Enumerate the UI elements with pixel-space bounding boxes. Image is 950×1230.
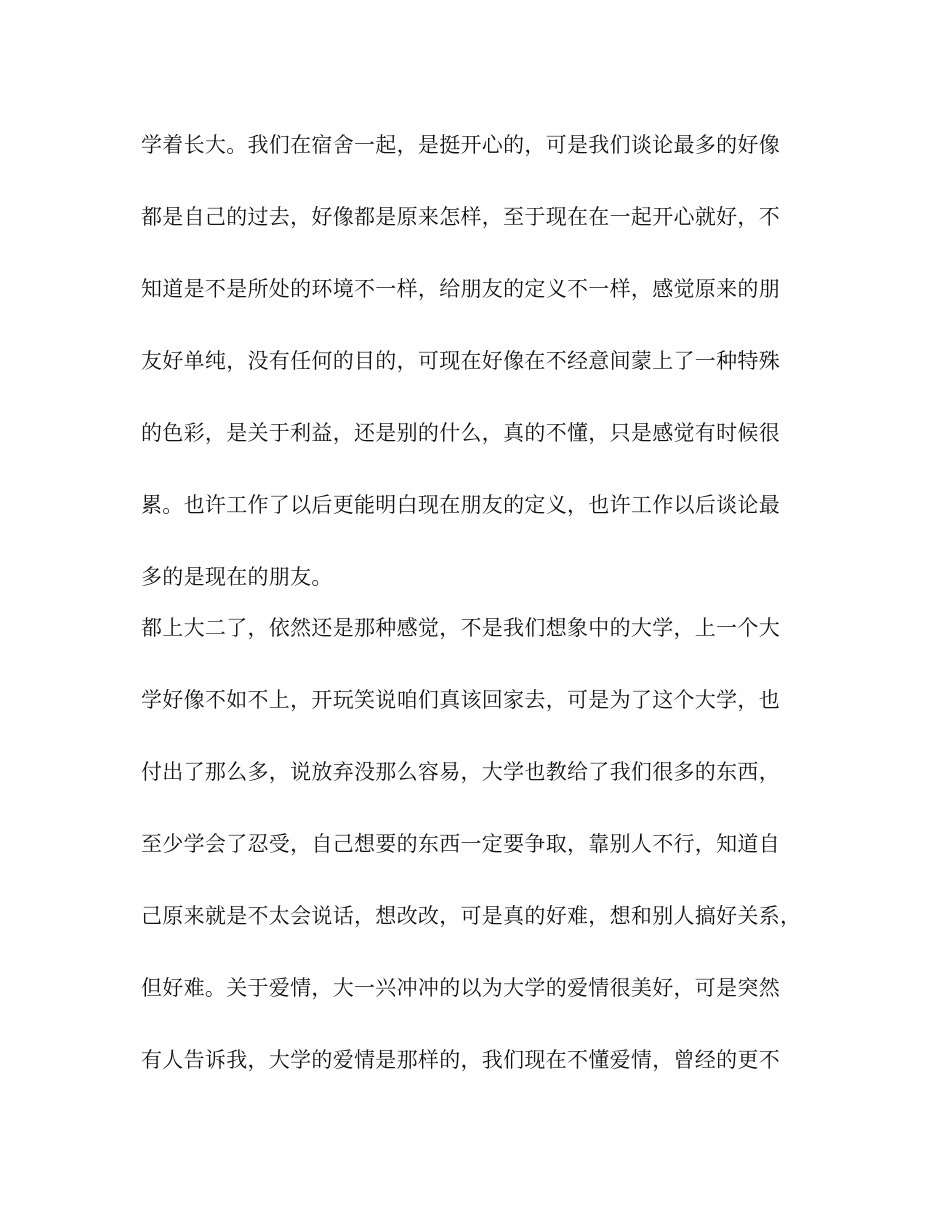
text-line: 都上大二了，依然还是那种感觉，不是我们想象中的大学，上一个大	[141, 616, 780, 640]
text-line: 但好难。关于爱情，大一兴冲冲的以为大学的爱情很美好，可是突然	[141, 976, 780, 1000]
text-line: 有人告诉我，大学的爱情是那样的，我们现在不懂爱情，曾经的更不	[141, 1048, 780, 1072]
document-body	[141, 122, 805, 1109]
text-line: 己原来就是不太会说话，想改改，可是真的好难，想和别人搞好关系，	[141, 904, 802, 928]
text-line: 都是自己的过去，好像都是原来怎样，至于现在在一起开心就好，不	[141, 205, 780, 229]
text-line: 累。也许工作了以后更能明白现在朋友的定义，也许工作以后谈论最	[141, 493, 780, 517]
text-line: 学好像不如不上，开玩笑说咱们真该回家去，可是为了这个大学，也	[141, 688, 780, 712]
text-line: 多的是现在的朋友。	[141, 565, 333, 589]
text-line: 知道是不是所处的环境不一样，给朋友的定义不一样，感觉原来的朋	[141, 277, 780, 301]
text-line: 至少学会了忍受，自己想要的东西一定要争取，靠别人不行，知道自	[141, 832, 780, 856]
text-line: 付出了那么多，说放弃没那么容易，大学也教给了我们很多的东西，	[141, 760, 780, 784]
text-line: 友好单纯，没有任何的目的，可现在好像在不经意间蒙上了一种特殊	[141, 349, 780, 373]
paragraph-1	[141, 122, 805, 605]
text-line: 学着长大。我们在宿舍一起，是挺开心的，可是我们谈论最多的好像	[141, 133, 780, 157]
paragraph-2	[141, 605, 805, 1109]
text-line: 的色彩，是关于利益，还是别的什么，真的不懂，只是感觉有时候很	[141, 421, 780, 445]
